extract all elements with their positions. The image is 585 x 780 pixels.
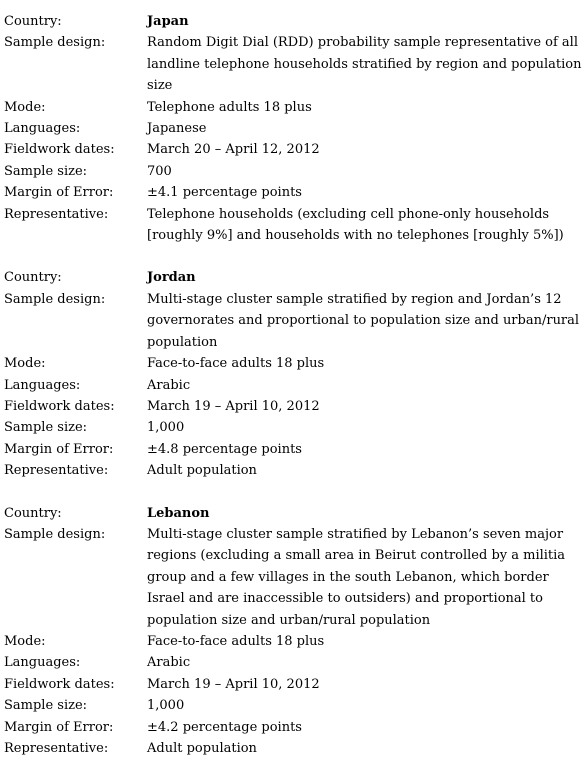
sample-size-label: Sample size: bbox=[4, 420, 88, 436]
fieldwork-dates-value: March 19 – April 10, 2012 bbox=[147, 676, 320, 692]
languages-label: Languages: bbox=[4, 655, 81, 671]
mode-row bbox=[4, 631, 582, 652]
mode-label: Mode: bbox=[4, 99, 46, 115]
sample-size-label: Sample size: bbox=[4, 163, 88, 179]
representative-value: Adult population bbox=[147, 463, 257, 479]
methodology-document bbox=[4, 11, 582, 780]
country-label: Country: bbox=[4, 270, 62, 286]
representative-label: Representative: bbox=[4, 741, 109, 756]
sample-design-value: Random Digit Dial (RDD) probability sample representative of all landline telephone households stratified by region and population size bbox=[147, 35, 582, 94]
mode-row bbox=[4, 353, 582, 374]
sample-size-row bbox=[4, 695, 582, 716]
sample-size-value: 700 bbox=[147, 163, 172, 179]
fieldwork-dates-label: Fieldwork dates: bbox=[4, 398, 115, 414]
fieldwork-dates-value: March 20 – April 12, 2012 bbox=[147, 142, 320, 158]
languages-row bbox=[4, 118, 582, 139]
country-name: Jordan bbox=[147, 270, 196, 286]
fieldwork-dates-label: Fieldwork dates: bbox=[4, 676, 115, 692]
representative-label: Representative: bbox=[4, 206, 109, 222]
margin-of-error-label: Margin of Error: bbox=[4, 441, 114, 457]
languages-label: Languages: bbox=[4, 377, 81, 393]
margin-of-error-label: Margin of Error: bbox=[4, 719, 114, 735]
country-block-lebanon bbox=[4, 503, 582, 760]
sample-size-label: Sample size: bbox=[4, 698, 88, 714]
margin-of-error-value: ±4.2 percentage points bbox=[147, 719, 302, 735]
country-name: Japan bbox=[147, 14, 189, 29]
sample-design-row bbox=[4, 32, 582, 96]
representative-value: Adult population bbox=[147, 741, 257, 756]
sample-size-value: 1,000 bbox=[147, 420, 185, 436]
country-block-japan bbox=[4, 11, 582, 246]
country-row bbox=[4, 11, 582, 32]
sample-size-value: 1,000 bbox=[147, 698, 185, 714]
country-label: Country: bbox=[4, 14, 62, 29]
fieldwork-dates-row bbox=[4, 396, 582, 417]
sample-design-label: Sample design: bbox=[4, 291, 106, 307]
fieldwork-dates-label: Fieldwork dates: bbox=[4, 142, 115, 158]
languages-row bbox=[4, 375, 582, 396]
country-row bbox=[4, 267, 582, 288]
country-row bbox=[4, 503, 582, 524]
margin-of-error-row bbox=[4, 439, 582, 460]
representative-row bbox=[4, 738, 582, 759]
mode-value: Face-to-face adults 18 plus bbox=[147, 633, 325, 649]
margin-of-error-value: ±4.8 percentage points bbox=[147, 441, 302, 457]
country-block-jordan bbox=[4, 267, 582, 481]
languages-value: Arabic bbox=[147, 377, 191, 393]
sample-size-row bbox=[4, 161, 582, 182]
representative-label: Representative: bbox=[4, 463, 109, 479]
fieldwork-dates-row bbox=[4, 139, 582, 160]
representative-row bbox=[4, 460, 582, 481]
sample-design-label: Sample design: bbox=[4, 35, 106, 51]
sample-design-row bbox=[4, 289, 582, 353]
fieldwork-dates-row bbox=[4, 674, 582, 695]
margin-of-error-value: ±4.1 percentage points bbox=[147, 185, 302, 201]
representative-value: Telephone households (excluding cell phone-only households [roughly 9%] and households with no telephones [roughly 5%]) bbox=[147, 206, 564, 244]
representative-row bbox=[4, 204, 582, 247]
mode-row bbox=[4, 97, 582, 118]
sample-design-label: Sample design: bbox=[4, 526, 106, 542]
margin-of-error-row bbox=[4, 182, 582, 203]
mode-value: Face-to-face adults 18 plus bbox=[147, 356, 325, 372]
sample-design-row bbox=[4, 524, 582, 631]
country-label: Country: bbox=[4, 505, 62, 521]
mode-value: Telephone adults 18 plus bbox=[147, 99, 312, 115]
languages-row bbox=[4, 652, 582, 673]
margin-of-error-row bbox=[4, 717, 582, 738]
languages-label: Languages: bbox=[4, 121, 81, 137]
mode-label: Mode: bbox=[4, 356, 46, 372]
margin-of-error-label: Margin of Error: bbox=[4, 185, 114, 201]
fieldwork-dates-value: March 19 – April 10, 2012 bbox=[147, 398, 320, 414]
mode-label: Mode: bbox=[4, 633, 46, 649]
sample-size-row bbox=[4, 417, 582, 438]
sample-design-value: Multi-stage cluster sample stratified by Lebanon’s seven major regions (excluding a small area in Beirut controlled by a militia group and a few villages in the south Lebanon, which border Israel and are inaccessible to outsiders) and proportional to population size and urban/rural population bbox=[147, 526, 566, 628]
sample-design-value: Multi-stage cluster sample stratified by region and Jordan’s 12 governorates and proportional to population size and urban/rural population bbox=[147, 291, 580, 350]
languages-value: Japanese bbox=[147, 121, 207, 137]
country-name: Lebanon bbox=[147, 505, 210, 521]
languages-value: Arabic bbox=[147, 655, 191, 671]
